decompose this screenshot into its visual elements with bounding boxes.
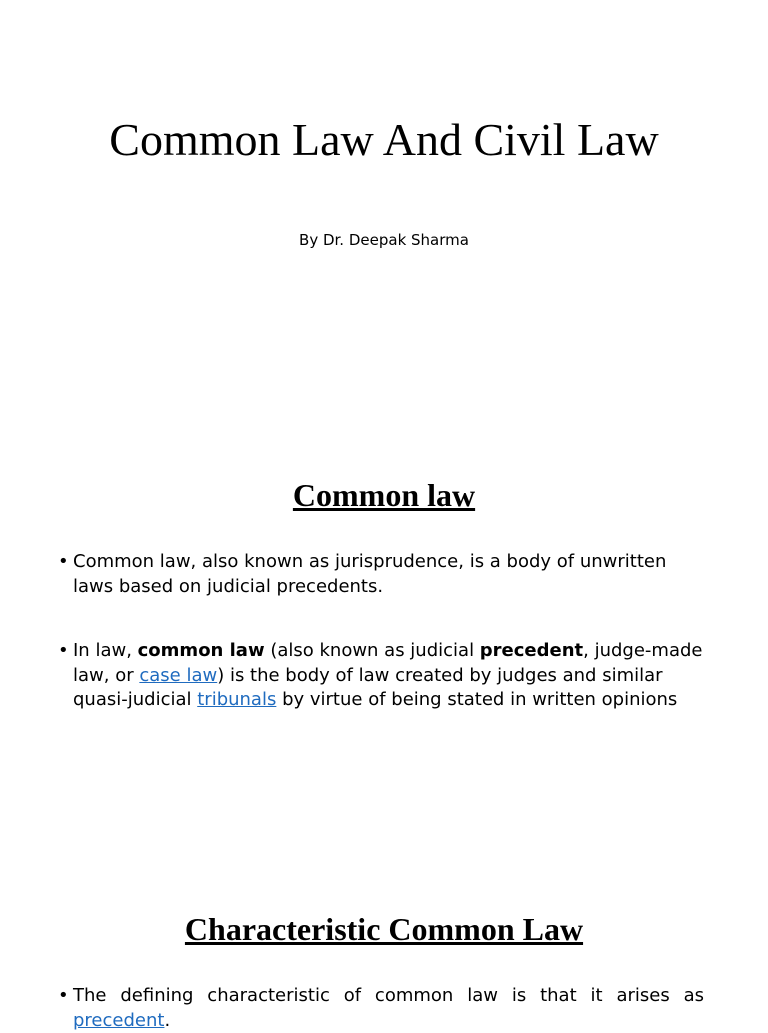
- bullet-dot-icon: •: [58, 985, 69, 1006]
- text-run: (also known as judicial: [264, 640, 480, 661]
- bullet-dot-icon: •: [58, 640, 69, 661]
- bullet-text: [58, 984, 704, 1033]
- text-run: ) is the body of law created by judges and similar quasi-judicial: [73, 664, 663, 710]
- bullet-text: [58, 639, 704, 713]
- bullet-text: Common law, also known as jurisprudence, is a body of unwritten laws based on judicial precedents.: [73, 551, 667, 597]
- title-slide: [0, 0, 768, 432]
- common-law-slide: [0, 432, 768, 864]
- bullet-item: [58, 550, 704, 599]
- text-run: , judge-made law, or: [73, 640, 703, 686]
- text-run: .: [164, 1009, 171, 1031]
- author-subtitle: By Dr. Deepak Sharma: [299, 231, 469, 249]
- characteristic-slide: [0, 864, 768, 1031]
- presentation-title: Common Law And Civil Law: [109, 114, 659, 165]
- text-run: by virtue of being stated in written opinions: [276, 689, 678, 710]
- bullet-dot-icon: •: [58, 551, 69, 572]
- slide-heading: Common law: [292, 477, 476, 513]
- bold-term: precedent: [479, 640, 584, 661]
- text-run: In law,: [73, 640, 138, 661]
- text-run: The defining characteristic of common law is that it arises as: [73, 985, 704, 1006]
- tribunals-link[interactable]: tribunals: [197, 689, 277, 710]
- slide-heading: Characteristic Common Law: [184, 911, 584, 947]
- bold-term: common law: [137, 640, 265, 661]
- bullet-item: [58, 639, 704, 713]
- precedent-link[interactable]: precedent: [73, 1009, 165, 1031]
- bullet-item: [58, 984, 704, 1033]
- case-law-link[interactable]: case law: [139, 664, 218, 686]
